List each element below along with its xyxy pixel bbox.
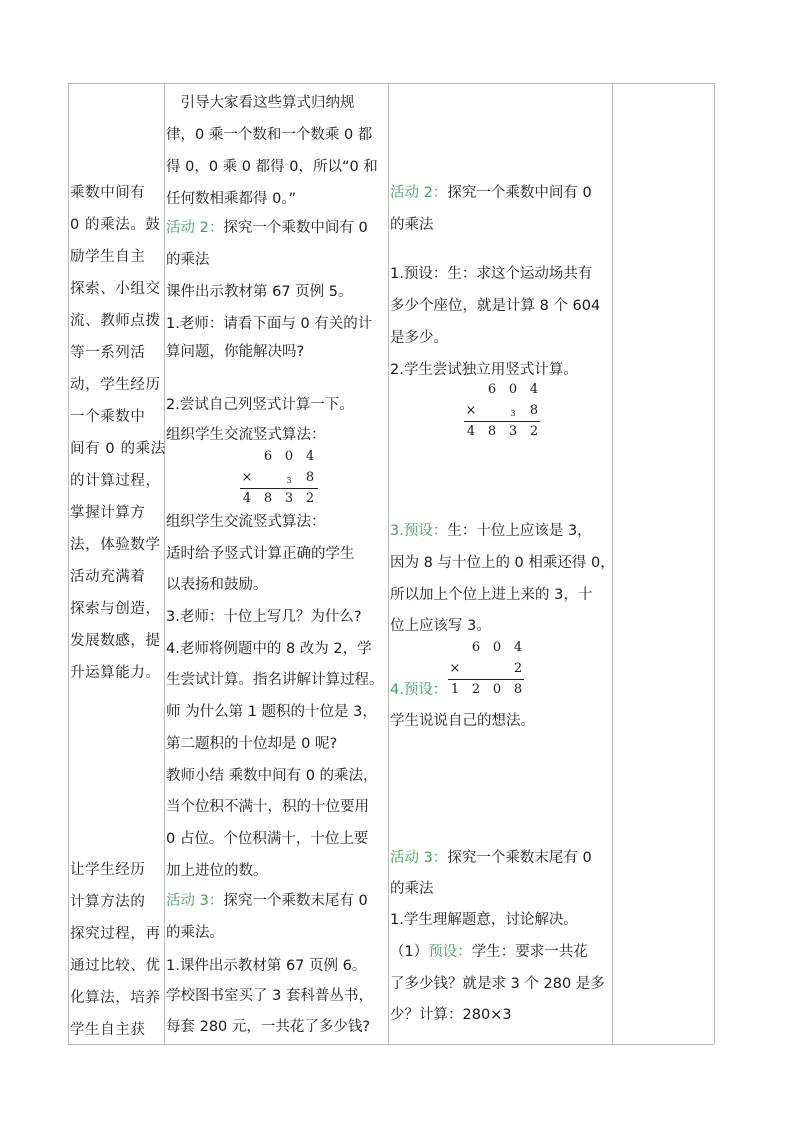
intent-line: 0 的乘法。鼓 (70, 217, 161, 233)
teacher-line: 第二题积的十位却是 0 呢? (166, 736, 338, 752)
table-left-border (68, 83, 69, 1044)
intent-line: 化算法，培养 (70, 990, 161, 1006)
teacher-line: 适时给予竖式计算正确的学生 (166, 546, 355, 562)
intent-line: 通过比较、优 (70, 958, 161, 974)
teacher-line: 3.老师：十位上写几？为什么? (166, 609, 362, 625)
teacher-line: 2.尝试自己列竖式计算一下。 (166, 397, 354, 413)
student-line: 的乘法 (390, 217, 434, 233)
teacher-line: 组织学生交流竖式算法： (166, 514, 326, 530)
activity-3-heading: 活动 3：探究一个乘数末尾有 0 (390, 850, 592, 866)
student-line: 1.预设：生：求这个运动场共有 (390, 266, 593, 282)
activity-label: 活动 3： (390, 850, 448, 866)
student-line: 少？计算：280×3 (390, 1007, 512, 1023)
student-line: 3.预设：生：十位上应该是 3， (390, 523, 592, 539)
preset-label: 1.预设： (390, 266, 448, 282)
teacher-line: 课件出示教材第 67 页例 5。 (166, 284, 353, 300)
carry-digit: 3 (286, 476, 292, 485)
preset-label: 预设： (428, 944, 472, 960)
teacher-line: 1.课件出示教材第 67 页例 6。 (166, 958, 367, 974)
student-line: 因为 8 与十位上的 0 相乘还得 0， (390, 555, 615, 571)
intent-line: 乘数中间有 (70, 185, 146, 201)
teacher-line: 0 占位。个位积满十，十位上要 (166, 831, 369, 847)
intent-line: 学生自主获 (70, 1022, 146, 1038)
teacher-line: 4.老师将例题中的 8 改为 2，学 (166, 641, 372, 657)
teacher-line: 律，0 乘一个数和一个数乘 0 都 (166, 127, 373, 143)
intent-line: 计算方法的 (70, 894, 146, 910)
calc-rule (448, 679, 524, 680)
activity-3-heading: 活动 3：探究一个乘数末尾有 0 (166, 893, 368, 909)
activity-label: 活动 2： (390, 185, 448, 201)
intent-line: 探究过程，再 (70, 926, 161, 942)
student-line: 2.学生尝试独立用竖式计算。 (390, 362, 578, 378)
teacher-line: 以表扬和鼓励。 (166, 577, 268, 593)
intent-line: 探索与创造， (70, 601, 161, 617)
carry-digit: 3 (510, 409, 516, 418)
teacher-line: 的乘法。 (166, 925, 224, 941)
teacher-line: 生尝试计算。指名讲解计算过程。 (166, 672, 384, 688)
student-line: 多少个座位，就是计算 8 个 604 (390, 298, 601, 314)
student-line: 所以加上个位上进上来的 3，十 (390, 587, 593, 603)
table-right-border (714, 83, 715, 1044)
intent-line: 的计算过程， (70, 473, 161, 489)
multiply-sign: × (465, 403, 477, 418)
preset-label: 3.预设： (390, 523, 448, 539)
teacher-line: 教师小结 乘数中间有 0 的乘法， (166, 768, 378, 784)
teacher-line: 任何数相乘都得 0。” (166, 191, 297, 207)
teacher-line: 学校图书室买了 3 套科普丛书， (166, 988, 373, 1004)
activity-label: 活动 2： (166, 220, 224, 236)
intent-line: 一个乘数中 (70, 409, 146, 425)
activity-2-heading: 活动 2：探究一个乘数中间有 0 (166, 220, 368, 236)
column-divider (164, 83, 165, 1044)
teacher-line: 算问题，你能解决吗? (166, 344, 305, 360)
intent-line: 探索、小组交 (70, 281, 161, 297)
teacher-line: 组织学生交流竖式算法： (166, 427, 326, 443)
teacher-line: 每套 280 元，一共花了多少钱? (166, 1019, 371, 1035)
intent-line: 升运算能力。 (70, 665, 161, 681)
student-line: 了多少钱？就是求 3 个 280 是多 (390, 976, 605, 992)
column-divider (388, 83, 389, 1044)
intent-line: 等一系列活 (70, 345, 146, 361)
student-line: （1）预设：学生：要求一共花 (390, 944, 588, 960)
preset-label: 4.预设： (390, 682, 448, 698)
calc-rule (464, 421, 540, 422)
intent-line: 让学生经历 (70, 862, 146, 878)
multiply-sign: × (449, 661, 461, 676)
intent-line: 发展数感，提 (70, 633, 161, 649)
student-line: 学生说说自己的想法。 (390, 713, 535, 729)
teacher-line: 的乘法 (166, 252, 210, 268)
teacher-line: 1.老师：请看下面与 0 有关的计 (166, 316, 373, 332)
student-line: 的乘法 (390, 881, 434, 897)
intent-line: 流、教师点拨 (70, 313, 161, 329)
intent-line: 掌握计算方 (70, 505, 146, 521)
teacher-line: 师 为什么第 1 题积的十位是 3， (166, 704, 377, 720)
student-line: 是多少。 (390, 330, 448, 346)
calc-rule (240, 488, 318, 489)
student-line: 1.学生理解题意，讨论解决。 (390, 912, 578, 928)
student-line (390, 680, 447, 700)
intent-line: 动，学生经历 (70, 377, 161, 393)
multiply-sign: × (241, 470, 253, 485)
teacher-line: 加上进位的数。 (166, 863, 268, 879)
teacher-line: 当个位积不满十，积的十位要用 (166, 799, 369, 815)
intent-line: 活动充满着 (70, 569, 146, 585)
intent-line: 励学生自主 (70, 249, 146, 265)
intent-line: 法，体验数学 (70, 537, 161, 553)
teacher-line: 得 0，0 乘 0 都得 0，所以“0 和 (166, 159, 378, 175)
student-line: 位上应该写 3。 (390, 618, 491, 634)
table-bottom-border (68, 1044, 714, 1045)
activity-label: 活动 3： (166, 893, 224, 909)
teacher-line: 引导大家看这些算式归纳规 (166, 95, 355, 111)
intent-line: 间有 0 的乘法 (70, 441, 166, 457)
lesson-plan-table: 乘数中间有 0 的乘法。鼓 励学生自主 探索、小组交 流、教师点拨 等一系列活 动，学生经历 一个乘数中 间有 0 的乘法 的计算过程， 掌握计算方 法，体验数学 活动充满着 探索与创造， 发展数感，提 升运算能力。 让学生经历 计算方法的 探究过程，再 通过比较、优 化算法，培养 学生自主获 引导大家看这些算式归纳规 律，0 乘一个数和一个数乘 0 都 得 0，0 乘 0 都得 0，所以“0 和 任何数相乘都得 0。” 活动 2：探究一个乘数中间有 0 的乘法 课件出示教材第 67 页例 5。 1.老师：请看下面与 0 有关的计 算问题，你能解决吗? 2.尝试自己列竖式计算一下。 组织学生交流竖式算法： 6 0 4 × 3 8 4 8 3 2 组织学生交流竖式算法： 适时给予竖式计算正确的学生 以表扬和鼓励。 3.老师：十位上写几？为什么? 4.老师将例题中的 8 改为 2，学 生尝试计算。指名讲解计算过程。 师 为什么第 1 题积的十位是 3， 第二题积的十位却是 0 呢? 教师小结 乘数中间有 0 的乘法， 当个位积不满十，积的十位要用 0 占位。个位积满十，十位上要 加上进位的数。 活动 3：探究一个乘数末尾有 0 的乘法。 1.课件出示教材第 67 页例 6。 学校图书室买了 3 套科普丛书， 每套 280 元，一共花了多少钱? 活动 2：探究一个乘数中间有 0 的乘法 1.预设：生：求这个运动场共有 多少个座位，就是计算 8 个 604 是多少。 2.学生尝试独立用竖式计算。 6 0 4 × 3 8 4 8 3 2 3.预设：生：十位上应该是 3， 因为 8 与十位上的 0 相乘还得 0， 所以加上个位上进上来的 3，十 位上应该写 3。 6 0 4 × 2 4.预设： 1 2 0 8 学生说说自己的想法。 活动 3：探究一个乘数末尾有 0 的乘法 1.学生理解题意，讨论解决。 （1）预设：学生：要求一共花 了多少钱？就是求 3 个 280 是多 少？计算：280×3 (0, 0, 794, 1123)
activity-2-heading: 活动 2：探究一个乘数中间有 0 (390, 185, 592, 201)
